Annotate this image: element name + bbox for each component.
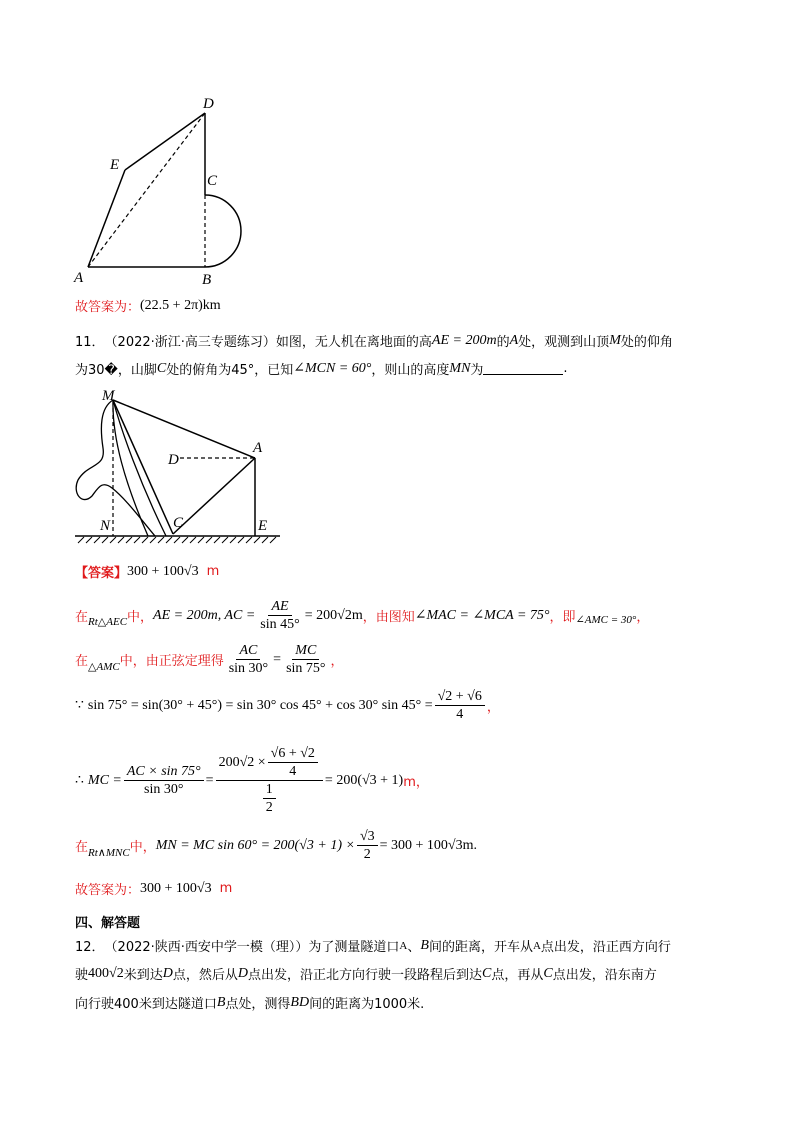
q11-ae: AE = 200m <box>431 332 497 348</box>
solution-l4-num-1: AC × sin 75° <box>124 763 204 781</box>
figure-1-label-E: E <box>110 157 120 173</box>
answer-unit: m <box>206 564 220 579</box>
final-answer-line <box>75 879 232 898</box>
solution-l4-half <box>263 781 276 816</box>
solution-l2-end: ， <box>330 654 344 669</box>
q12-line-2 <box>75 964 657 983</box>
q12-line3-a: 向行驶400米到达隧道口 <box>75 997 217 1012</box>
q12-point-c: C <box>482 965 492 981</box>
solution-line-1 <box>75 598 649 633</box>
answer-value: 300 + 100√3 <box>127 563 199 579</box>
solution-l1-den: sin 45° <box>260 617 300 632</box>
q12-line3-c: 间的距离为1000米. <box>309 997 425 1012</box>
q11-text-1: 如图，无人机在离地面的高 <box>275 335 432 350</box>
q12-point-d2: D <box>237 965 248 981</box>
solution-l2-eq: = <box>273 651 282 667</box>
q12-line2-c: 点，然后从 <box>172 968 238 983</box>
q12-text-3: 点出发，沿正西方向行 <box>540 940 671 955</box>
solution-l4-half-den: 2 <box>265 800 273 815</box>
solution-l4-eq1: = <box>205 772 214 788</box>
q12-line2-b: 米到达 <box>123 968 163 983</box>
solution-l1-fraction <box>257 598 302 633</box>
q11-point-c: C <box>156 360 167 376</box>
solution-l5-a: 在 <box>75 840 89 855</box>
solution-l1-c: ，由图知 <box>362 610 415 625</box>
solution-l5-b: 中， <box>129 840 156 855</box>
figure-2-label-C: C <box>173 515 184 531</box>
solution-l2-den-2: sin 75° <box>286 661 326 676</box>
q11-source: （2022·浙江·高三专题练习） <box>104 335 276 350</box>
solution-l5-eq2: = 300 + 100√3m. <box>379 837 477 853</box>
solution-line-4 <box>75 745 429 816</box>
final-answer-value: 300 + 100√3 <box>140 880 212 896</box>
figure-1-label-D: D <box>203 96 214 112</box>
solution-l2-num-2: MC <box>292 642 319 660</box>
solution-l2-a: 在 <box>75 654 89 669</box>
q12-point-a2: A <box>532 939 541 952</box>
geometry-figure-1 <box>60 95 260 290</box>
q11-number: 11． <box>75 335 105 350</box>
q12-text-1: 为了测量隧道口 <box>308 940 400 955</box>
solution-l1-eq4: ∠AMC = 30° <box>575 614 637 626</box>
q12-line2-f: 点出发，沿东南方 <box>552 968 657 983</box>
q11-text-8: 为 <box>470 363 484 378</box>
solution-l2-fraction-2 <box>283 642 328 677</box>
q11-point-m: M <box>609 332 621 348</box>
answer-line <box>75 562 219 581</box>
solution-l2-b: 中，由正弦定理得 <box>119 654 224 669</box>
solution-l5-fraction <box>357 828 378 863</box>
q11-text-5: 为30�，山脚 <box>75 363 157 378</box>
solution-l4-den-2 <box>258 781 281 816</box>
solution-l4-inner-den: 4 <box>289 764 297 779</box>
geometry-figure-2 <box>70 388 285 548</box>
solution-l3-end: ， <box>486 700 500 715</box>
answer-tag: 【答案】 <box>75 566 128 581</box>
q12-line3-b: 点处，测得 <box>225 997 291 1012</box>
solution-l4-inner-fraction <box>268 745 318 780</box>
solution-l4-den-1: sin 30° <box>144 782 184 797</box>
q12-line-1 <box>75 936 671 955</box>
solution-l2-fraction-1 <box>226 642 271 677</box>
q11-text-6: 处的俯角为45°，已知 <box>166 363 294 378</box>
solution-l4-num-2 <box>216 745 323 781</box>
solution-l1-b: 中， <box>127 610 154 625</box>
q12-line-3 <box>75 993 424 1012</box>
figure-2-label-E: E <box>258 518 268 534</box>
q11-text-4: 处的仰角 <box>620 335 673 350</box>
q11-end: . <box>563 361 568 376</box>
final-answer-prefix: 故答案为： <box>75 883 141 898</box>
solution-l4-fraction-1 <box>124 763 204 798</box>
solution-l1-triangle: Rt△AEC <box>88 616 128 628</box>
final-answer-unit: m <box>219 881 233 896</box>
solution-l3-because: ∵ <box>75 698 84 713</box>
figure-1-label-A: A <box>74 270 84 286</box>
q12-text-2: 间的距离，开车从 <box>428 940 533 955</box>
q11-line-1 <box>75 331 673 350</box>
figure-2-label-D: D <box>168 452 179 468</box>
solution-l4-eq2: = 200(√3 + 1) <box>324 772 404 788</box>
solution-l1-a: 在 <box>75 610 89 625</box>
solution-l1-eq1: AE = 200m, AC = <box>153 607 256 623</box>
figure-2-label-M: M <box>102 388 115 404</box>
q11-mn: MN <box>449 360 471 376</box>
solution-l3-den: 4 <box>456 707 464 722</box>
q11-text-7: ，则山的高度 <box>371 363 450 378</box>
solution-l5-num: √3 <box>357 828 378 846</box>
solution-l2-num-1: AC <box>236 642 260 660</box>
solution-l4-half-num: 1 <box>263 781 276 799</box>
figure-1-label-C: C <box>207 173 218 189</box>
solution-l1-eq2: = 200√2m <box>304 607 363 623</box>
q11-angle: ∠MCN = 60° <box>293 361 372 376</box>
solution-l1-e: ， <box>636 610 650 625</box>
q12-number: 12． <box>75 940 105 955</box>
solution-l4-fraction-2 <box>216 745 323 816</box>
q12-bd: BD <box>290 994 310 1010</box>
solution-line-2 <box>75 642 344 677</box>
solution-l1-num: AE <box>268 598 291 616</box>
solution-line-3 <box>75 688 500 723</box>
q10-answer-prefix: 故答案为： <box>75 300 141 315</box>
q11-answer-blank <box>483 362 563 375</box>
solution-l5-triangle: Rt∧MNC <box>88 847 130 859</box>
section-title: 四、解答题 <box>75 916 141 931</box>
q12-point-b: B <box>420 937 429 953</box>
figure-2-label-N: N <box>100 518 111 534</box>
q11-text-2: 的 <box>496 335 510 350</box>
solution-line-5 <box>75 828 477 863</box>
q12-point-c2: C <box>543 965 553 981</box>
q11-text-3: 处，观测到山顶 <box>518 335 610 350</box>
solution-l2-den-1: sin 30° <box>228 661 269 676</box>
solution-l3-eq: sin 75° = sin(30° + 45°) = sin 30° cos 45° + cos 30° sin 45° = <box>87 697 433 713</box>
q11-line-2 <box>75 359 568 378</box>
q12-point-b2: B <box>216 994 226 1010</box>
q12-line2-d: 点出发，沿正北方向行驶一段路程后到达 <box>247 968 482 983</box>
q10-answer-value: (22.5 + 2π)km <box>140 297 221 313</box>
q12-line2-a: 驶 <box>75 968 89 983</box>
q11-point-a: A <box>509 332 519 348</box>
solution-l4-inner-num: √6 + √2 <box>268 745 318 763</box>
solution-l5-den: 2 <box>363 847 371 862</box>
solution-l5-eq1: MN = MC sin 60° = 200(√3 + 1) × <box>155 837 355 853</box>
q12-point-d: D <box>162 965 173 981</box>
q12-point-a: A <box>399 939 408 952</box>
solution-l4-num-2-a: 200√2 × <box>218 755 266 770</box>
solution-l4-therefore: ∴ <box>75 773 84 788</box>
q12-line2-e: 点，再从 <box>491 968 544 983</box>
solution-l1-eq3: ∠MAC = ∠MCA = 75° <box>414 608 550 623</box>
solution-l3-num: √2 + √6 <box>435 688 485 706</box>
solution-l4-mc: MC = <box>87 772 122 788</box>
solution-l3-fraction <box>435 688 485 723</box>
solution-l4-unit: m， <box>403 775 429 790</box>
q12-source: （2022·陕西·西安中学一模（理）） <box>104 940 309 955</box>
solution-l2-triangle: △AMC <box>88 661 120 673</box>
solution-l1-d: ，即 <box>549 610 576 625</box>
figure-2-label-A: A <box>253 440 263 456</box>
figure-1-label-B: B <box>202 272 212 288</box>
q12-distance: 400√2 <box>88 965 124 981</box>
q10-answer-line <box>75 296 221 315</box>
q12-sep: 、 <box>407 940 421 955</box>
